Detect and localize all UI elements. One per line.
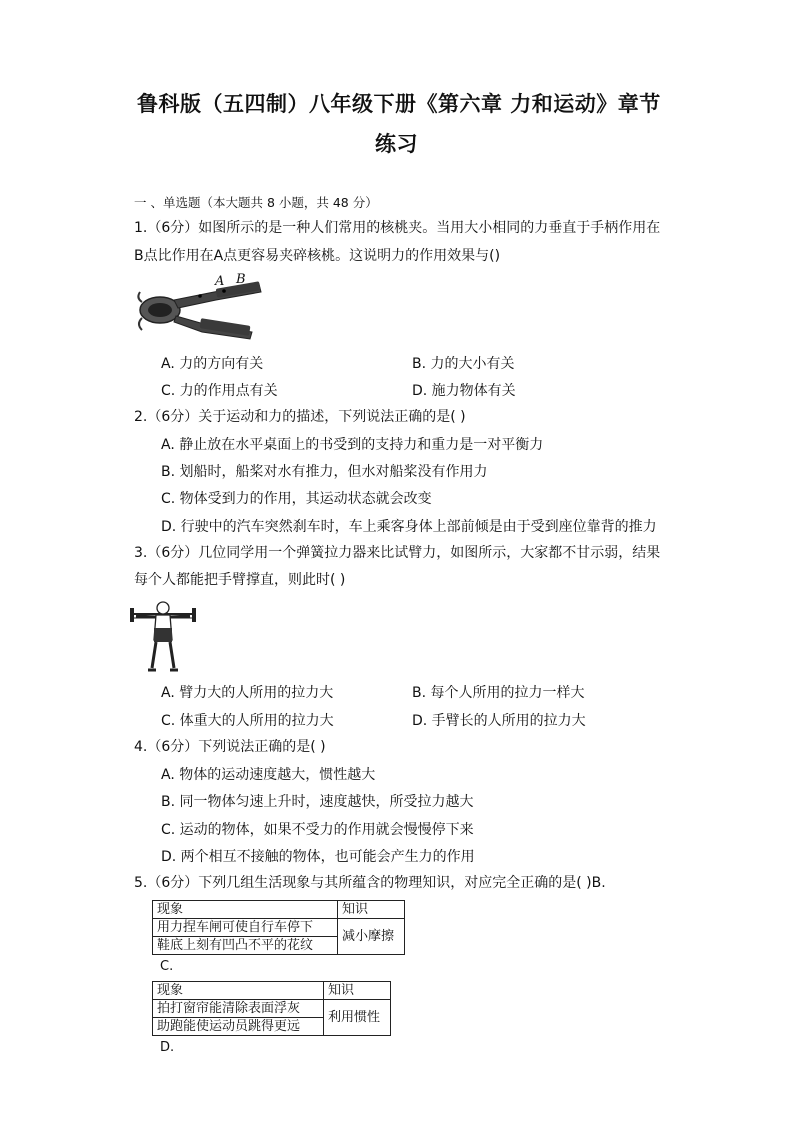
q2-stem: 2.（6分）关于运动和力的描述，下列说法正确的是( ) (134, 409, 466, 425)
page-title-line2: 练习 (375, 132, 418, 156)
q3-option-c: C. 体重大的人所用的拉力大 (161, 713, 334, 729)
q4-option-c: C. 运动的物体，如果不受力的作用就会慢慢停下来 (161, 822, 474, 838)
q1-option-d: D. 施力物体有关 (412, 383, 516, 399)
nutcracker-figure (134, 272, 264, 342)
table-b-knowledge: 减小摩擦 (338, 919, 405, 955)
q5-label-c: C. (160, 959, 174, 974)
q1-option-c: C. 力的作用点有关 (161, 383, 278, 399)
q3-option-d: D. 手臂长的人所用的拉力大 (412, 713, 586, 729)
q1-option-a: A. 力的方向有关 (161, 356, 264, 372)
q2-option-b: B. 划船时，船桨对水有推力，但水对船桨没有作用力 (161, 464, 488, 480)
q5-label-d: D. (160, 1040, 175, 1055)
table-b-header-phenomenon: 现象 (153, 901, 338, 919)
table-b-header-knowledge: 知识 (338, 901, 405, 919)
q1-stem-line2: B点比作用在A点更容易夹碎核桃。这说明力的作用效果与() (134, 248, 501, 264)
q4-option-d: D. 两个相互不接触的物体，也可能会产生力的作用 (161, 849, 475, 865)
q5-stem: 5.（6分）下列几组生活现象与其所蕴含的物理知识，对应完全正确的是( )B. (134, 875, 606, 891)
q3-stem-line2: 每个人都能把手臂撑直，则此时( ) (134, 572, 346, 588)
q2-option-d: D. 行驶中的汽车突然刹车时，车上乘客身体上部前倾是由于受到座位靠背的推力 (161, 519, 657, 535)
table-c-row-2: 助跑能使运动员跳得更远 (153, 1018, 324, 1036)
table-c-knowledge: 利用惯性 (324, 1000, 391, 1036)
table-c-header-phenomenon: 现象 (153, 982, 324, 1000)
q3-option-b: B. 每个人所用的拉力一样大 (412, 685, 585, 701)
table-b-row-2: 鞋底上刻有凹凸不平的花纹 (153, 937, 338, 955)
page-title-line1: 鲁科版（五四制）八年级下册《第六章 力和运动》章节 (137, 92, 661, 116)
table-c-row-1: 拍打窗帘能清除表面浮灰 (153, 1000, 324, 1018)
q2-option-c: C. 物体受到力的作用，其运动状态就会改变 (161, 491, 432, 507)
q4-option-a: A. 物体的运动速度越大，惯性越大 (161, 767, 376, 783)
table-c-header-knowledge: 知识 (324, 982, 391, 1000)
table-b-row-1: 用力捏车闸可使自行车停下 (153, 919, 338, 937)
fig-label-b: B (236, 272, 246, 287)
q5-table-c (152, 981, 391, 1036)
q2-option-a: A. 静止放在水平桌面上的书受到的支持力和重力是一对平衡力 (161, 437, 544, 453)
q1-option-b: B. 力的大小有关 (412, 356, 515, 372)
section-header: 一 、单选题（本大题共 8 小题，共 48 分） (134, 195, 378, 210)
q1-stem-line1: 1.（6分）如图所示的是一种人们常用的核桃夹。当用大小相同的力垂直于手柄作用在 (134, 220, 661, 236)
spring-exerciser-figure (130, 598, 196, 674)
q4-stem: 4.（6分）下列说法正确的是( ) (134, 739, 326, 755)
q3-stem-line1: 3.（6分）几位同学用一个弹簧拉力器来比试臂力，如图所示，大家都不甘示弱，结果 (134, 545, 661, 561)
q4-option-b: B. 同一物体匀速上升时，速度越快，所受拉力越大 (161, 794, 474, 810)
q5-table-b (152, 900, 405, 955)
fig-label-a: A (215, 274, 225, 289)
q3-option-a: A. 臂力大的人所用的拉力大 (161, 685, 334, 701)
